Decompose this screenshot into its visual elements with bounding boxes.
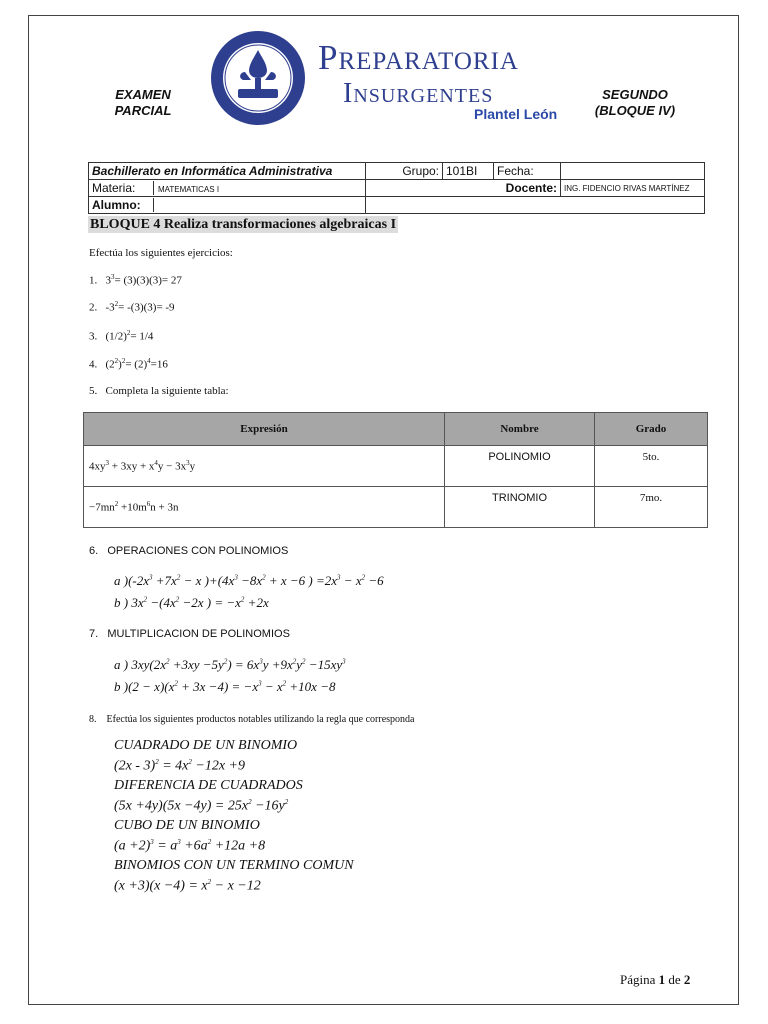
col-header-grado: Grado <box>595 413 708 446</box>
equation-8d: $(x +3)(x -4) = x^2 - x -12$ <box>114 878 261 894</box>
brand-line-2: Insurgentes <box>343 78 494 109</box>
equation-8c: $(a +2)^3 = a^3 +6a^2 +12a +8$ <box>114 838 266 854</box>
grado-cell: 5to. <box>595 446 708 487</box>
alumno-label: Alumno: <box>89 198 154 212</box>
docente-value: ING. FIDENCIO RIVAS MARTÍNEZ <box>561 180 705 197</box>
bloque-title: BLOQUE 4 Realiza transformaciones algebraicas I <box>90 217 397 232</box>
equation-7a: a ) $3xy(2x^2 +3xy -5y^2) = 6x^3y +9x^2y^2 -15xy^3$ <box>114 657 346 672</box>
university-seal-logo <box>205 28 311 128</box>
equation-8b: $(5x +4y)(5x -4y) = 25x^2 -16y^2$ <box>114 798 289 814</box>
brand-line-3: Plantel León <box>474 106 558 122</box>
subheading-cubo-binomio: CUBO DE UN BINOMIO <box>114 818 260 833</box>
nombre-cell: TRINOMIO <box>445 487 595 528</box>
exercise-4: 4. $(2^2)^2= (2)^4=16$ <box>89 357 168 371</box>
docente-label: Docente: <box>366 180 561 197</box>
equation-7b: b )$(2 - x)(x^2 + 3x -4) = -x^3 - x^2 +10x -8$ <box>114 679 336 694</box>
nombre-cell: POLINOMIO <box>445 446 595 487</box>
brand-line-1: Preparatoria <box>318 38 519 77</box>
col-header-expresion: Expresión <box>84 413 445 446</box>
fecha-field[interactable] <box>561 163 705 180</box>
section-7-heading: 7. MULTIPLICACION DE POLINOMIOS <box>89 628 290 640</box>
table-row <box>84 446 708 487</box>
program-name: Bachillerato en Informática Administrativa <box>89 163 366 180</box>
alumno-field[interactable] <box>366 197 705 214</box>
exercise-1: 1. $3^3= (3)(3)(3)= 27$ <box>89 273 182 287</box>
subheading-diferencia-cuadrados: DIFERENCIA DE CUADRADOS <box>114 778 303 793</box>
materia-label: Materia: <box>89 181 154 195</box>
table-row <box>84 487 708 528</box>
exercise-5: 5. Completa la siguiente tabla: <box>89 385 229 397</box>
section-6-heading: 6. OPERACIONES CON POLINOMIOS <box>89 545 289 557</box>
equation-6b: b ) $3x^2 -(4x^2 -2x$ ) = $-x^2 +2x$ <box>114 595 269 610</box>
grupo-label: Grupo: <box>366 163 443 180</box>
exercise-2: 2. $-3^2= -(3)(3)= -9$ <box>89 300 175 314</box>
section-8-heading: 8. Efectúa los siguientes productos notables utilizando la regla que corresponda <box>89 714 415 725</box>
equation-6a: a )($-2x^3 +7x^2 - x$ )$+(4x^3 -8x^2 + x -6$ ) $=2x^3 - x^2 -6$ <box>114 573 384 588</box>
subheading-cuadrado-binomio: CUADRADO DE UN BINOMIO <box>114 738 298 753</box>
subheading-termino-comun: BINOMIOS CON UN TERMINO COMUN <box>114 858 354 873</box>
expression-cell: $4xy^3 + 3xy + x^4y - 3x^3y$ <box>84 446 445 487</box>
grado-cell: 7mo. <box>595 487 708 528</box>
grupo-value: 101BI <box>443 163 494 180</box>
page-number: Página 1 de 2 <box>620 972 691 987</box>
fecha-label: Fecha: <box>494 163 561 180</box>
expression-cell: $-7mn^2 +10m^6n + 3n$ <box>84 487 445 528</box>
expression-table <box>83 412 708 528</box>
exam-type-label: EXAMEN PARCIAL <box>114 87 172 118</box>
materia-value: MATEMATICAS I <box>158 185 220 194</box>
exercise-3: 3. $(1/2)^2= 1/4$ <box>89 329 154 343</box>
exam-period-label: SEGUNDO (BLOQUE IV) <box>594 87 676 118</box>
student-info-table <box>88 162 705 214</box>
instruction-text: Efectúa los siguientes ejercicios: <box>89 247 233 259</box>
col-header-nombre: Nombre <box>445 413 595 446</box>
equation-8a: $(2x - 3)^2 = 4x^2 -12x +9$ <box>114 758 245 774</box>
